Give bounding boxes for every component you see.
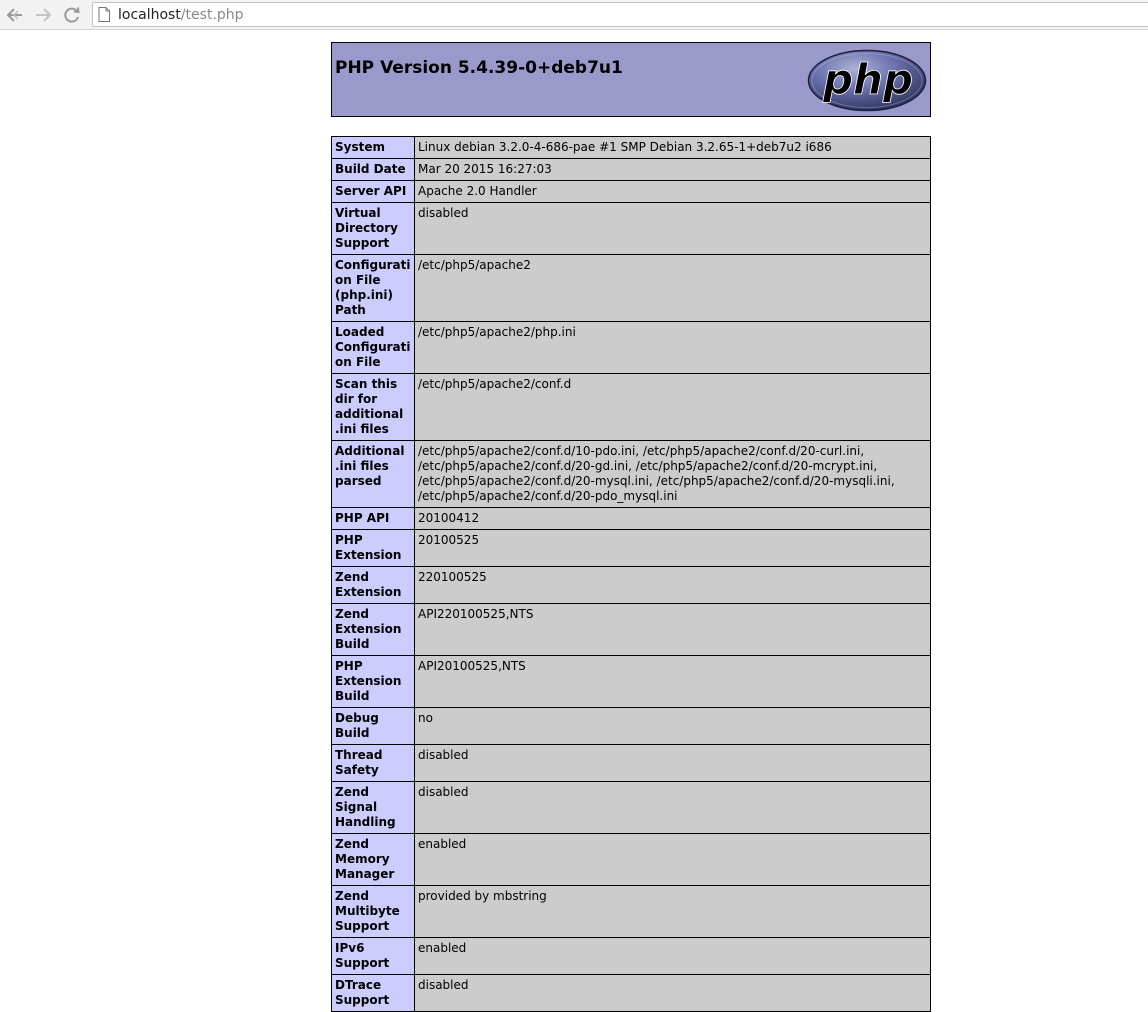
table-row xyxy=(332,137,931,159)
row-value: no xyxy=(415,708,931,745)
table-row xyxy=(332,708,931,745)
table-row xyxy=(332,745,931,782)
forward-button[interactable] xyxy=(32,4,54,26)
system-info-table xyxy=(331,136,931,1012)
table-row xyxy=(332,530,931,567)
back-button[interactable] xyxy=(4,4,26,26)
table-row xyxy=(332,604,931,656)
url-text[interactable] xyxy=(118,6,244,24)
table-row xyxy=(332,567,931,604)
row-key: Server API xyxy=(332,181,415,203)
row-value: Apache 2.0 Handler xyxy=(415,181,931,203)
row-value: /etc/php5/apache2/php.ini xyxy=(415,322,931,374)
row-key: PHP Extension Build xyxy=(332,656,415,708)
table-row xyxy=(332,255,931,322)
row-value: disabled xyxy=(415,975,931,1012)
url-path: /test.php xyxy=(180,7,244,23)
reload-button[interactable] xyxy=(61,4,83,26)
url-host: localhost xyxy=(118,7,181,23)
row-key: Configuration File (php.ini) Path xyxy=(332,255,415,322)
php-logo[interactable] xyxy=(807,49,927,112)
row-key: IPv6 Support xyxy=(332,938,415,975)
table-row xyxy=(332,159,931,181)
table-row xyxy=(332,508,931,530)
address-bar[interactable] xyxy=(92,2,1148,27)
page-title: PHP Version 5.4.39-0+deb7u1 xyxy=(335,58,623,78)
browser-toolbar xyxy=(0,0,1148,30)
row-value: Linux debian 3.2.0-4-686-pae #1 SMP Debian 3.2.65-1+deb7u2 i686 xyxy=(415,137,931,159)
row-value: API220100525,NTS xyxy=(415,604,931,656)
table-row xyxy=(332,656,931,708)
row-value: Mar 20 2015 16:27:03 xyxy=(415,159,931,181)
reload-icon xyxy=(62,5,82,25)
table-row xyxy=(332,322,931,374)
row-key: Scan this dir for additional .ini files xyxy=(332,374,415,441)
row-key: Thread Safety xyxy=(332,745,415,782)
page-icon xyxy=(98,7,110,22)
row-value: 220100525 xyxy=(415,567,931,604)
table-row xyxy=(332,782,931,834)
row-value: disabled xyxy=(415,782,931,834)
row-key: Zend Signal Handling xyxy=(332,782,415,834)
table-row xyxy=(332,441,931,508)
table-row xyxy=(332,181,931,203)
row-key: Zend Multibyte Support xyxy=(332,886,415,938)
row-key: Zend Extension xyxy=(332,567,415,604)
row-key: Loaded Configuration File xyxy=(332,322,415,374)
row-value: enabled xyxy=(415,938,931,975)
row-value: 20100412 xyxy=(415,508,931,530)
row-key: Additional .ini files parsed xyxy=(332,441,415,508)
row-key: Build Date xyxy=(332,159,415,181)
row-value: 20100525 xyxy=(415,530,931,567)
phpinfo-content xyxy=(331,42,931,1012)
row-value: disabled xyxy=(415,745,931,782)
row-key: Zend Extension Build xyxy=(332,604,415,656)
table-row xyxy=(332,374,931,441)
forward-arrow-icon xyxy=(33,6,53,24)
row-value: API20100525,NTS xyxy=(415,656,931,708)
table-row xyxy=(332,938,931,975)
row-key: Virtual Directory Support xyxy=(332,203,415,255)
row-key: Zend Memory Manager xyxy=(332,834,415,886)
row-value: enabled xyxy=(415,834,931,886)
row-value: /etc/php5/apache2/conf.d/10-pdo.ini, /etc/php5/apache2/conf.d/20-curl.ini, /etc/php5/apache2/conf.d/20-gd.ini, /etc/php5/apache2/conf.d/20-mcrypt.ini, /etc/php5/apache2/conf.d/20-mysql.ini, /etc/php5/apache2/conf.d/20-mysqli.ini, /etc/php5/apache2/conf.d/20-pdo_mysql.ini xyxy=(415,441,931,508)
php-logo-text: php xyxy=(822,55,914,104)
table-row xyxy=(332,203,931,255)
php-version-header xyxy=(331,42,931,117)
row-key: PHP Extension xyxy=(332,530,415,567)
row-value: disabled xyxy=(415,203,931,255)
row-value: /etc/php5/apache2/conf.d xyxy=(415,374,931,441)
row-value: provided by mbstring xyxy=(415,886,931,938)
table-row xyxy=(332,834,931,886)
back-arrow-icon xyxy=(5,6,25,24)
row-value: /etc/php5/apache2 xyxy=(415,255,931,322)
row-key: PHP API xyxy=(332,508,415,530)
row-key: Debug Build xyxy=(332,708,415,745)
table-row xyxy=(332,886,931,938)
row-key: DTrace Support xyxy=(332,975,415,1012)
row-key: System xyxy=(332,137,415,159)
table-row xyxy=(332,975,931,1012)
